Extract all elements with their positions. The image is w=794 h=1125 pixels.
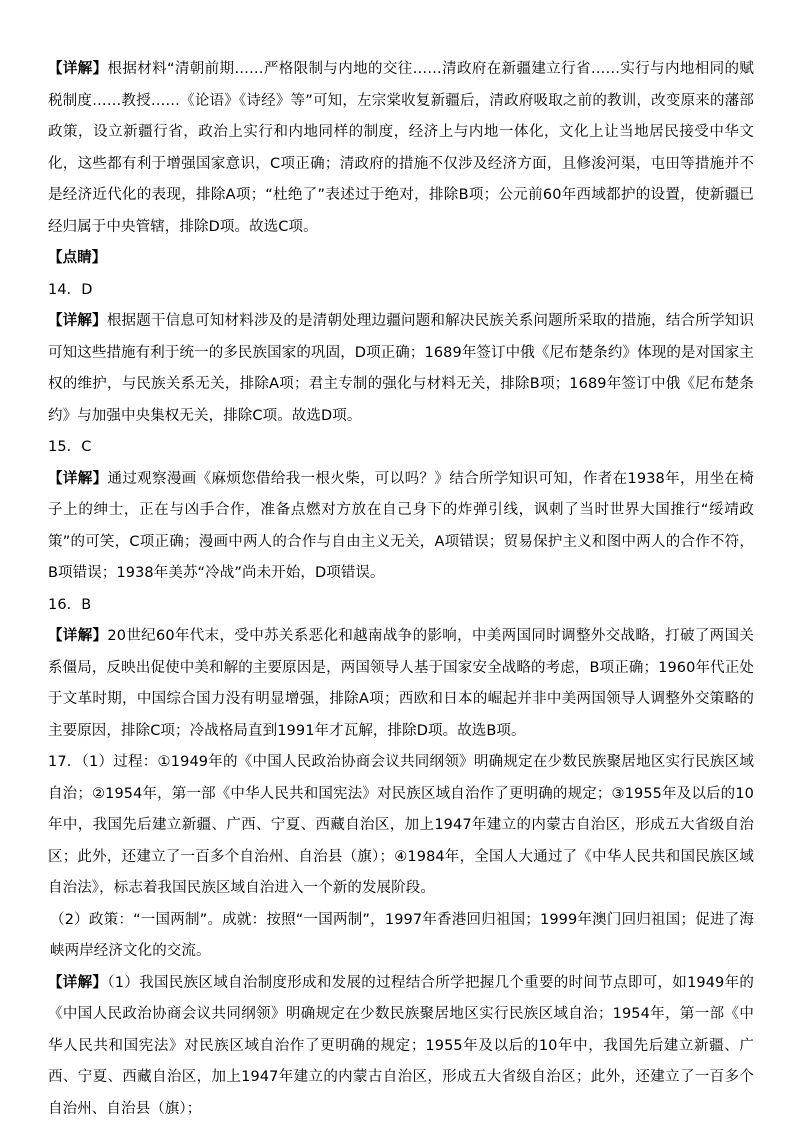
detail-label: 【详解】 <box>48 628 107 644</box>
q13-detail-text: 根据材料“清朝前期……严格限制与内地的交往……清政府在新疆建立行省……实行与内地相同的赋税制度……教授……《论语》《诗经》等”可知，左宗棠收复新疆后，清政府吸取之前的教训，改变原来的藩部政策，设立新疆行省，政治上实行和内地同样的制度，经济上与内地一体化，文化上让当地居民接受中华文化，这些都有利于增强国家意识，C项正确；清政府的措施不仅涉及经济方面，且修浚河渠，屯田等措施并不是经济近代化的表现，排除A项；“杜绝了”表述过于绝对，排除B项；公元前60年西域都护的设置，使新疆已经归属于中央管辖，排除D项。故选C项。 <box>48 61 754 235</box>
dianjing-label: 【点睛】 <box>48 250 106 266</box>
q14-answer: 14．D <box>48 275 754 307</box>
q15-detail-paragraph <box>48 464 754 590</box>
q16-answer: 16．B <box>48 590 754 622</box>
q15-answer: 15．C <box>48 432 754 464</box>
q17-part1-answer: 17．（1）过程：①1949年的《中国人民政治协商会议共同纲领》明确规定在少数民族聚居地区实行民族区域自治；②1954年，第一部《中华人民共和国宪法》对民族区域自治作了更明确的规定；③1955年及以后的10年中，我国先后建立新疆、广西、宁夏、西藏自治区，加上1947年建立的内蒙古自治区，形成五大省级自治区；此外，还建立了一百多个自治州、自治县（旗）；④1984年，全国人大通过了《中华人民共和国民族区域自治法》，标志着我国民族区域自治进入一个新的发展阶段。 <box>48 747 754 905</box>
q17-part2-answer: （2）政策：“一国两制”。成就：按照“一国两制”，1997年香港回归祖国；1999年澳门回归祖国；促进了海峡两岸经济文化的交流。 <box>48 905 754 968</box>
detail-label: 【详解】 <box>48 61 108 77</box>
q17-detail-paragraph <box>48 968 754 1125</box>
q15-detail-text: 通过观察漫画《麻烦您借给我一根火柴，可以吗？》结合所学知识可知，作者在1938年，用坐在椅子上的绅士，正在与凶手合作，准备点燃对方放在自己身下的炸弹引线，讽刺了当时世界大国推行“绥靖政策”的可笑，C项正确；漫画中两人的合作与自由主义无关，A项错误；贸易保护主义和图中两人的合作不符，B项错误；1938年美苏“冷战”尚未开始，D项错误。 <box>48 471 754 582</box>
q16-detail-text: 20世纪60年代末，受中苏关系恶化和越南战争的影响，中美两国同时调整外交战略，打破了两国关系僵局，反映出促使中美和解的主要原因是，两国领导人基于国家安全战略的考虑，B项正确；1960年代正处于文革时期，中国综合国力没有明显增强，排除A项；西欧和日本的崛起并非中美两国领导人调整外交策略的主要原因，排除C项；冷战格局直到1991年才瓦解，排除D项。故选B项。 <box>48 628 754 739</box>
detail-label: 【详解】 <box>48 471 107 487</box>
detail-label: 【详解】 <box>48 975 107 991</box>
q14-detail-text: 根据题干信息可知材料涉及的是清朝处理边疆问题和解决民族关系问题所采取的措施，结合所学知识可知这些措施有利于统一的多民族国家的巩固，D项正确；1689年签订中俄《尼布楚条约》体现的是对国家主权的维护，与民族关系无关，排除A项；君主专制的强化与材料无关，排除B项；1689年签订中俄《尼布楚条约》与加强中央集权无关，排除C项。故选D项。 <box>48 313 754 424</box>
answer-explanations <box>48 54 754 1125</box>
q14-detail-paragraph <box>48 306 754 432</box>
q17-detail-text: （1）我国民族区域自治制度形成和发展的过程结合所学把握几个重要的时间节点即可，如1949年的《中国人民政治协商会议共同纲领》明确规定在少数民族聚居地区实行民族区域自治；1954年，第一部《中华人民共和国宪法》对民族区域自治作了更明确的规定；1955年及以后的10年中，我国先后建立新疆、广西、宁夏、西藏自治区，加上1947年建立的内蒙古自治区，形成五大省级自治区；此外，还建立了一百多个自治州、自治县（旗）； <box>48 975 754 1117</box>
detail-label: 【详解】 <box>48 313 107 329</box>
q16-detail-paragraph <box>48 621 754 747</box>
q13-dianjing-paragraph <box>48 243 754 275</box>
q13-detail-paragraph <box>48 54 754 243</box>
